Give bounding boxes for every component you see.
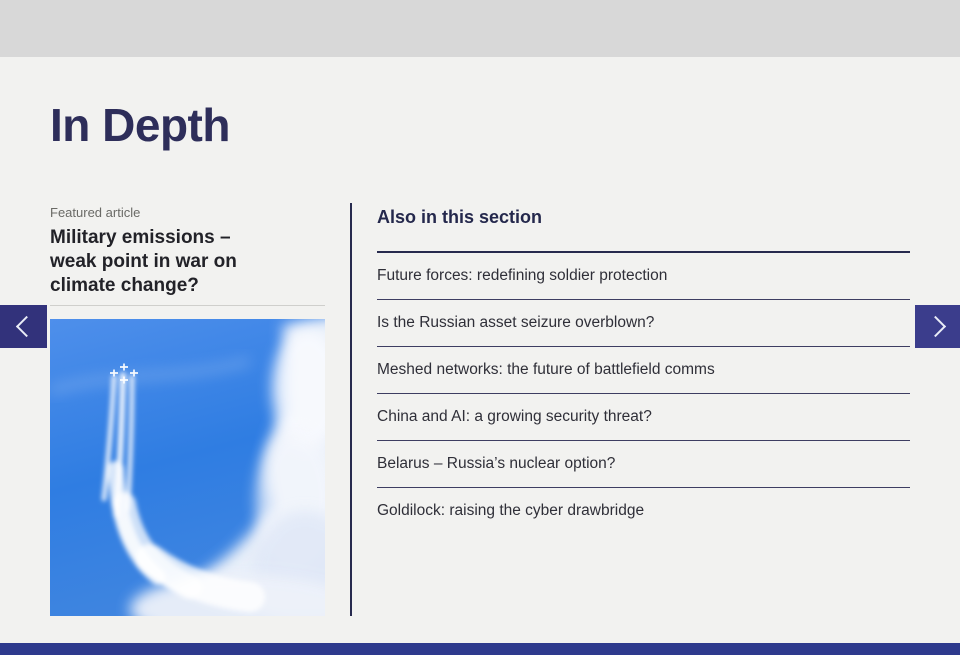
chevron-left-icon	[15, 316, 36, 337]
featured-title-line: climate change?	[50, 275, 199, 296]
also-item-link[interactable]: Meshed networks: the future of battlefield comms	[377, 347, 910, 394]
featured-article-kicker: Featured article	[50, 205, 141, 220]
page-title: In Depth	[50, 99, 230, 151]
carousel-next-button[interactable]	[915, 305, 960, 348]
footer-band	[0, 643, 960, 655]
also-item-link[interactable]: Goldilock: raising the cyber drawbridge	[377, 502, 645, 519]
also-item-link[interactable]: Is the Russian asset seizure overblown?	[377, 300, 910, 347]
featured-divider-rule	[50, 305, 325, 306]
also-section-list	[377, 251, 910, 534]
featured-title-line: weak point in war on	[50, 251, 237, 272]
also-item-link[interactable]: Belarus – Russia’s nuclear option?	[377, 441, 910, 488]
carousel-prev-button[interactable]	[0, 305, 47, 348]
top-band	[0, 0, 960, 57]
column-divider	[350, 203, 352, 616]
featured-article-title-link[interactable]	[50, 226, 340, 298]
also-item-link[interactable]: China and AI: a growing security threat?	[377, 394, 910, 441]
chevron-right-icon	[924, 316, 945, 337]
also-section-heading: Also in this section	[377, 207, 543, 227]
featured-article-photo[interactable]	[50, 319, 325, 616]
also-item-link[interactable]: Future forces: redefining soldier protection	[377, 253, 910, 300]
jets-contrails-photo	[50, 319, 325, 616]
featured-title-line: Military emissions –	[50, 227, 231, 248]
